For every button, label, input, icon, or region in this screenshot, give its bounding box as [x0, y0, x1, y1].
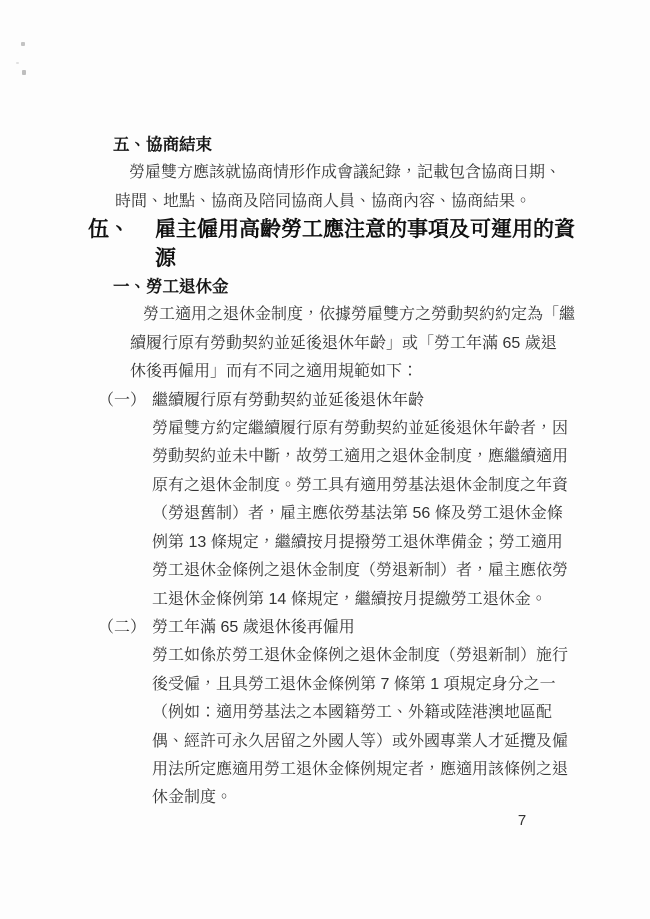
chapter-title — [155, 216, 575, 273]
paragraph-line: 例第 13 條規定，繼續按月提撥勞工退休準備金；勞工適用 — [152, 533, 563, 551]
paragraph-line: 用法所定應適用勞工退休金條例規定者，應適用該條例之退 — [152, 760, 569, 778]
paragraph-line: 勞雇雙方應該就協商情形作成會議紀錄，記載包含協商日期、 — [129, 164, 562, 182]
paragraph-line: 勞工退休金條例之退休金制度（勞退新制）者，雇主應依勞 — [152, 562, 569, 580]
list-item-1 — [0, 387, 650, 614]
list-item-title: 繼續履行原有勞動契約並延後退休年齡 — [152, 391, 425, 409]
paragraph-line: 休金制度。 — [152, 789, 233, 807]
list-item-label: （一） — [98, 391, 147, 409]
list-item-title-row — [98, 614, 650, 642]
paragraph-line: 偶、經許可永久居留之外國人等）或外國專業人才延攬及僱 — [152, 732, 569, 750]
paragraph-line: 勞工如係於勞工退休金條例之退休金制度（勞退新制）施行 — [152, 647, 569, 665]
list-item-label: （二） — [98, 618, 147, 636]
list-item-2 — [0, 614, 650, 813]
list-item-body — [152, 415, 650, 614]
section-heading-negotiation-end: 五、協商結束 — [113, 136, 212, 154]
list-item-title-row — [98, 387, 650, 415]
paragraph-line: 續履行原有勞動契約並延後退休年齡」或「勞工年滿 65 歲退 — [130, 334, 557, 352]
scan-artifact-dot — [22, 70, 26, 75]
paragraph-line: 時間、地點、協商及陪同協商人員、協商內容、協商結果。 — [115, 192, 532, 210]
chapter-title-line: 源 — [155, 246, 176, 270]
chapter-number: 伍、 — [88, 218, 130, 242]
chapter-heading — [88, 216, 650, 273]
paragraph-line: （勞退舊制）者，雇主應依勞基法第 56 條及勞工退休金條 — [152, 505, 563, 523]
paragraph-line: 原有之退休金制度。勞工具有適用勞基法退休金制度之年資 — [152, 476, 569, 494]
list-item-body — [152, 642, 650, 812]
paragraph-line: 勞雇雙方約定繼續履行原有勞動契約並延後退休年齡者，因 — [152, 420, 569, 438]
paragraph-line: 工退休金條例第 14 條規定，繼續按月提繳勞工退休金。 — [152, 590, 547, 608]
paragraph-line: 休後再僱用」而有不同之適用規範如下： — [130, 363, 419, 381]
paragraph-negotiation — [115, 159, 650, 216]
paragraph-line: （例如：適用勞基法之本國籍勞工、外籍或陸港澳地區配 — [152, 704, 553, 722]
chapter-title-line: 雇主僱用高齡勞工應注意的事項及可運用的資 — [155, 218, 575, 242]
page-number: 7 — [517, 812, 527, 829]
list-item-title: 勞工年滿 65 歲退休後再僱用 — [152, 618, 355, 636]
scan-artifact-dot — [21, 42, 25, 46]
scan-artifact-dot — [16, 62, 19, 64]
paragraph-pension-intro — [130, 301, 650, 386]
paragraph-line: 勞動契約並未中斷，故勞工適用之退休金制度，應繼續適用 — [152, 448, 569, 466]
section-heading-labor-pension: 一、勞工退休金 — [113, 278, 229, 297]
paragraph-line: 後受僱，且具勞工退休金條例第 7 條第 1 項規定身分之一 — [152, 675, 556, 693]
paragraph-line: 勞工適用之退休金制度，依據勞雇雙方之勞動契約約定為「繼 — [143, 306, 576, 324]
